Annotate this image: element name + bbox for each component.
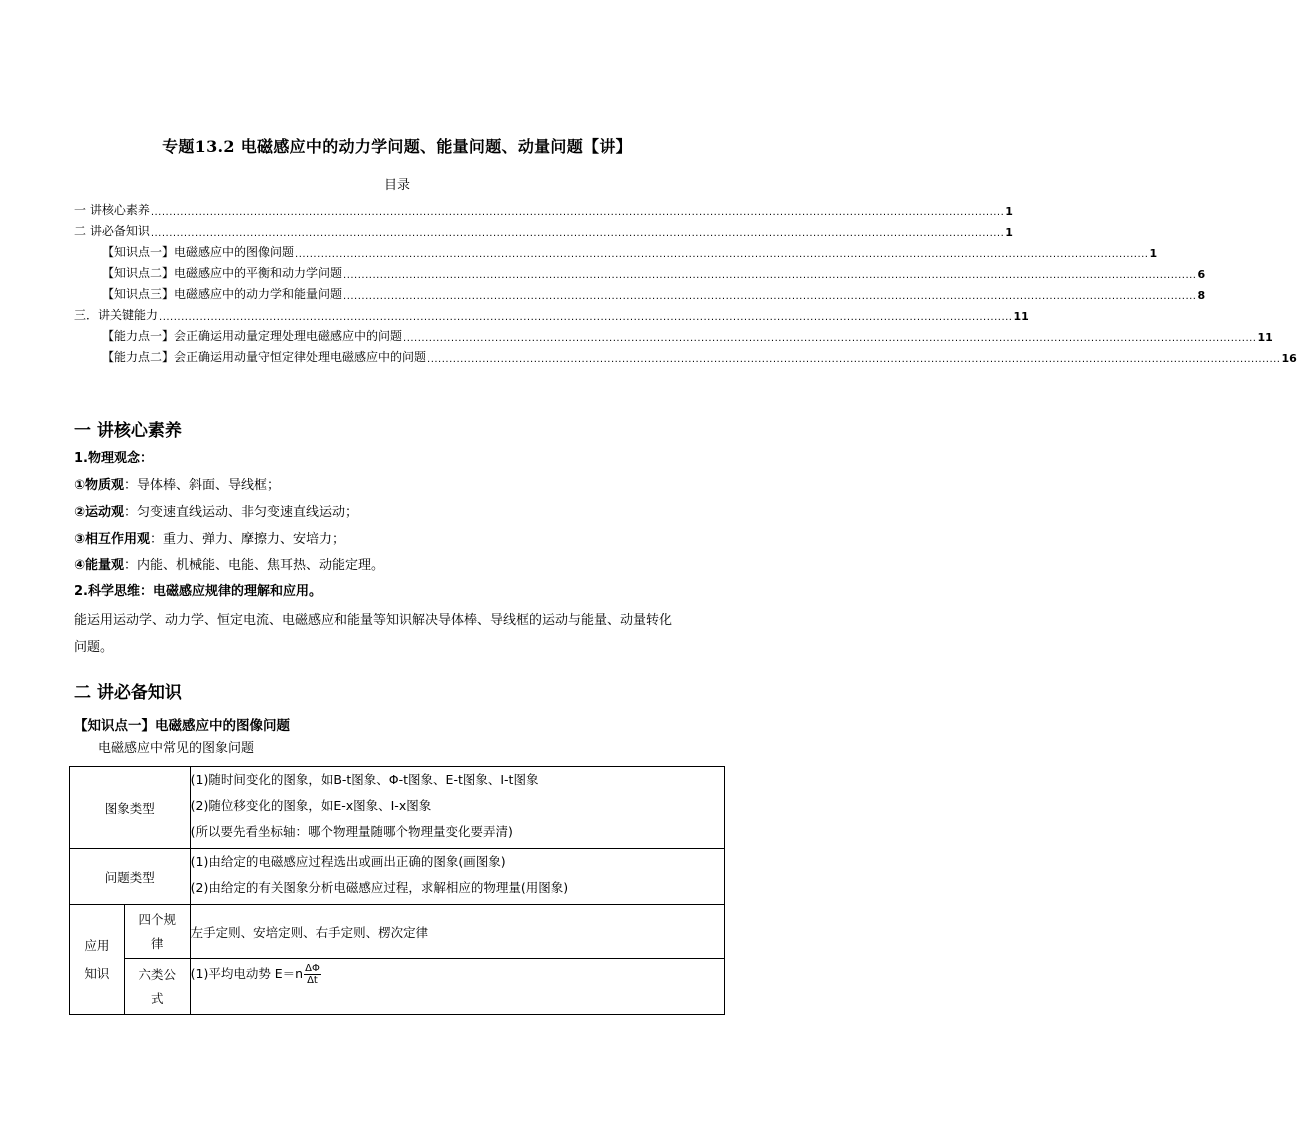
sub-label-line: 式 <box>150 990 164 1006</box>
toc-entry[interactable]: 【知识点三】电磁感应中的动力学和能量问题 ........................................................................................................................................................................................................................................ 8 <box>102 287 1206 302</box>
toc-entry-label: 一 讲核心素养 <box>74 203 150 217</box>
fraction-denominator: Δt <box>307 975 318 986</box>
sub-label-line: 六类公 <box>138 966 176 982</box>
toc-entry-page: 8 <box>1197 289 1206 302</box>
paragraph-text: ：匀变速直线运动、非匀变速直线运动； <box>124 505 359 520</box>
row-line: (1)由给定的电磁感应过程选出或画出正确的图象(画图象) <box>190 853 506 869</box>
paragraph-label: ④能量观 <box>74 558 125 573</box>
paragraph <box>74 477 280 495</box>
row-line: (1)随时间变化的图象，如B-t图象、Φ-t图象、E-t图象、I-t图象 <box>190 771 539 787</box>
toc-entry-label: 【知识点二】电磁感应中的平衡和动力学问题 <box>102 266 343 280</box>
page-title: 专题13.2 电磁感应中的动力学问题、能量问题、动量问题【讲】 <box>162 137 632 156</box>
toc-entry[interactable]: 【知识点一】电磁感应中的图像问题 ........................................................................................................................................................................................................................................ 1 <box>102 245 1158 260</box>
paragraph-label: 2.科学思维：电磁感应规律的理解和应用。 <box>74 584 322 599</box>
app-label-line: 应用 <box>84 937 110 953</box>
sub-label <box>124 959 190 1015</box>
row-label <box>70 905 125 1015</box>
toc-heading: 目录 <box>383 178 410 193</box>
table-row <box>70 905 725 959</box>
subsection-heading: 【知识点一】电磁感应中的图像问题 <box>74 718 290 734</box>
row-content <box>190 767 724 849</box>
paragraph: 能运用运动学、动力学、恒定电流、电磁感应和能量等知识解决导体棒、导线框的运动与能量、动量转化 <box>74 613 673 628</box>
table-row <box>70 849 725 905</box>
row-line: (所以要先看坐标轴：哪个物理量随哪个物理量变化要弄清) <box>190 823 513 839</box>
paragraph-text: ：重力、弹力、摩擦力、安培力； <box>150 532 346 547</box>
toc-entry-label: 【能力点二】会正确运用动量守恒定律处理电磁感应中的问题 <box>102 350 427 364</box>
toc-entry-page: 11 <box>1257 331 1273 344</box>
toc-entry-page: 1 <box>1005 205 1013 218</box>
toc-entry-page: 1 <box>1005 226 1013 239</box>
paragraph <box>74 557 384 575</box>
table-intro: 电磁感应中常见的图象问题 <box>98 741 255 756</box>
formula-text: (1)平均电动势 E＝n <box>190 966 304 981</box>
sub-label-line: 律 <box>150 935 164 951</box>
toc-entry[interactable]: 【知识点二】电磁感应中的平衡和动力学问题 ........................................................................................................................................................................................................................................ 6 <box>102 266 1206 281</box>
toc-entry-label: 【知识点三】电磁感应中的动力学和能量问题 <box>102 287 343 301</box>
paragraph-label: ①物质观 <box>74 478 125 493</box>
row-content <box>190 959 724 1015</box>
toc-entry[interactable]: 三．讲关键能力 ........................................................................................................................................................................................................................................ 11 <box>74 308 1029 323</box>
toc-entry-label: 【能力点一】会正确运用动量定理处理电磁感应中的问题 <box>102 329 403 343</box>
toc-entry[interactable]: 二 讲必备知识 ........................................................................................................................................................................................................................................ 1 <box>74 224 1013 239</box>
toc-entry-page: 1 <box>1149 247 1158 260</box>
row-label: 问题类型 <box>70 849 191 905</box>
toc-entry-page: 6 <box>1197 268 1206 281</box>
sub-label-line: 四个规 <box>138 911 176 927</box>
paragraph-text: ：内能、机械能、电能、焦耳热、动能定理。 <box>124 558 385 573</box>
paragraph <box>74 531 345 549</box>
toc-entry[interactable]: 一 讲核心素养 ........................................................................................................................................................................................................................................ 1 <box>74 203 1013 218</box>
toc-entry-page: 11 <box>1013 310 1029 323</box>
toc-entry[interactable]: 【能力点一】会正确运用动量定理处理电磁感应中的问题 ........................................................................................................................................................................................................................................ 11 <box>102 329 1273 344</box>
paragraph-label: 1.物理观念： <box>74 451 153 466</box>
row-label: 图象类型 <box>70 767 191 849</box>
app-label-line: 知识 <box>84 965 110 981</box>
paragraph-text: ：导体棒、斜面、导线框； <box>124 478 281 493</box>
paragraph-label: ③相互作用观 <box>74 532 151 547</box>
sub-label <box>124 905 190 959</box>
toc-entry-label: 【知识点一】电磁感应中的图像问题 <box>102 245 295 259</box>
paragraph <box>74 504 358 522</box>
table-row <box>70 959 725 1015</box>
paragraph-label: ②运动观 <box>74 505 125 520</box>
section-heading-core: 一 讲核心素养 <box>74 421 182 441</box>
toc-entry[interactable]: 【能力点二】会正确运用动量守恒定律处理电磁感应中的问题 ........................................................................................................................................................................................................................................ 16 <box>102 350 1297 365</box>
fraction-numerator: ΔΦ <box>305 963 320 974</box>
row-line: (2)随位移变化的图象，如E-x图象、I-x图象 <box>190 797 432 813</box>
paragraph <box>74 450 153 468</box>
toc-entry-page: 16 <box>1281 352 1297 365</box>
row-content <box>190 849 724 905</box>
toc-entry-label: 三．讲关键能力 <box>74 308 159 322</box>
paragraph: 问题。 <box>74 640 114 655</box>
row-content: 左手定则、安培定则、右手定则、楞次定律 <box>190 905 724 959</box>
section-heading-knowledge: 二 讲必备知识 <box>74 683 182 703</box>
toc-entry-label: 二 讲必备知识 <box>74 224 150 238</box>
table-row <box>70 767 725 849</box>
knowledge-table <box>69 766 725 1015</box>
fraction <box>304 963 321 986</box>
paragraph <box>74 583 322 601</box>
row-line: (2)由给定的有关图象分析电磁感应过程，求解相应的物理量(用图象) <box>190 879 569 895</box>
